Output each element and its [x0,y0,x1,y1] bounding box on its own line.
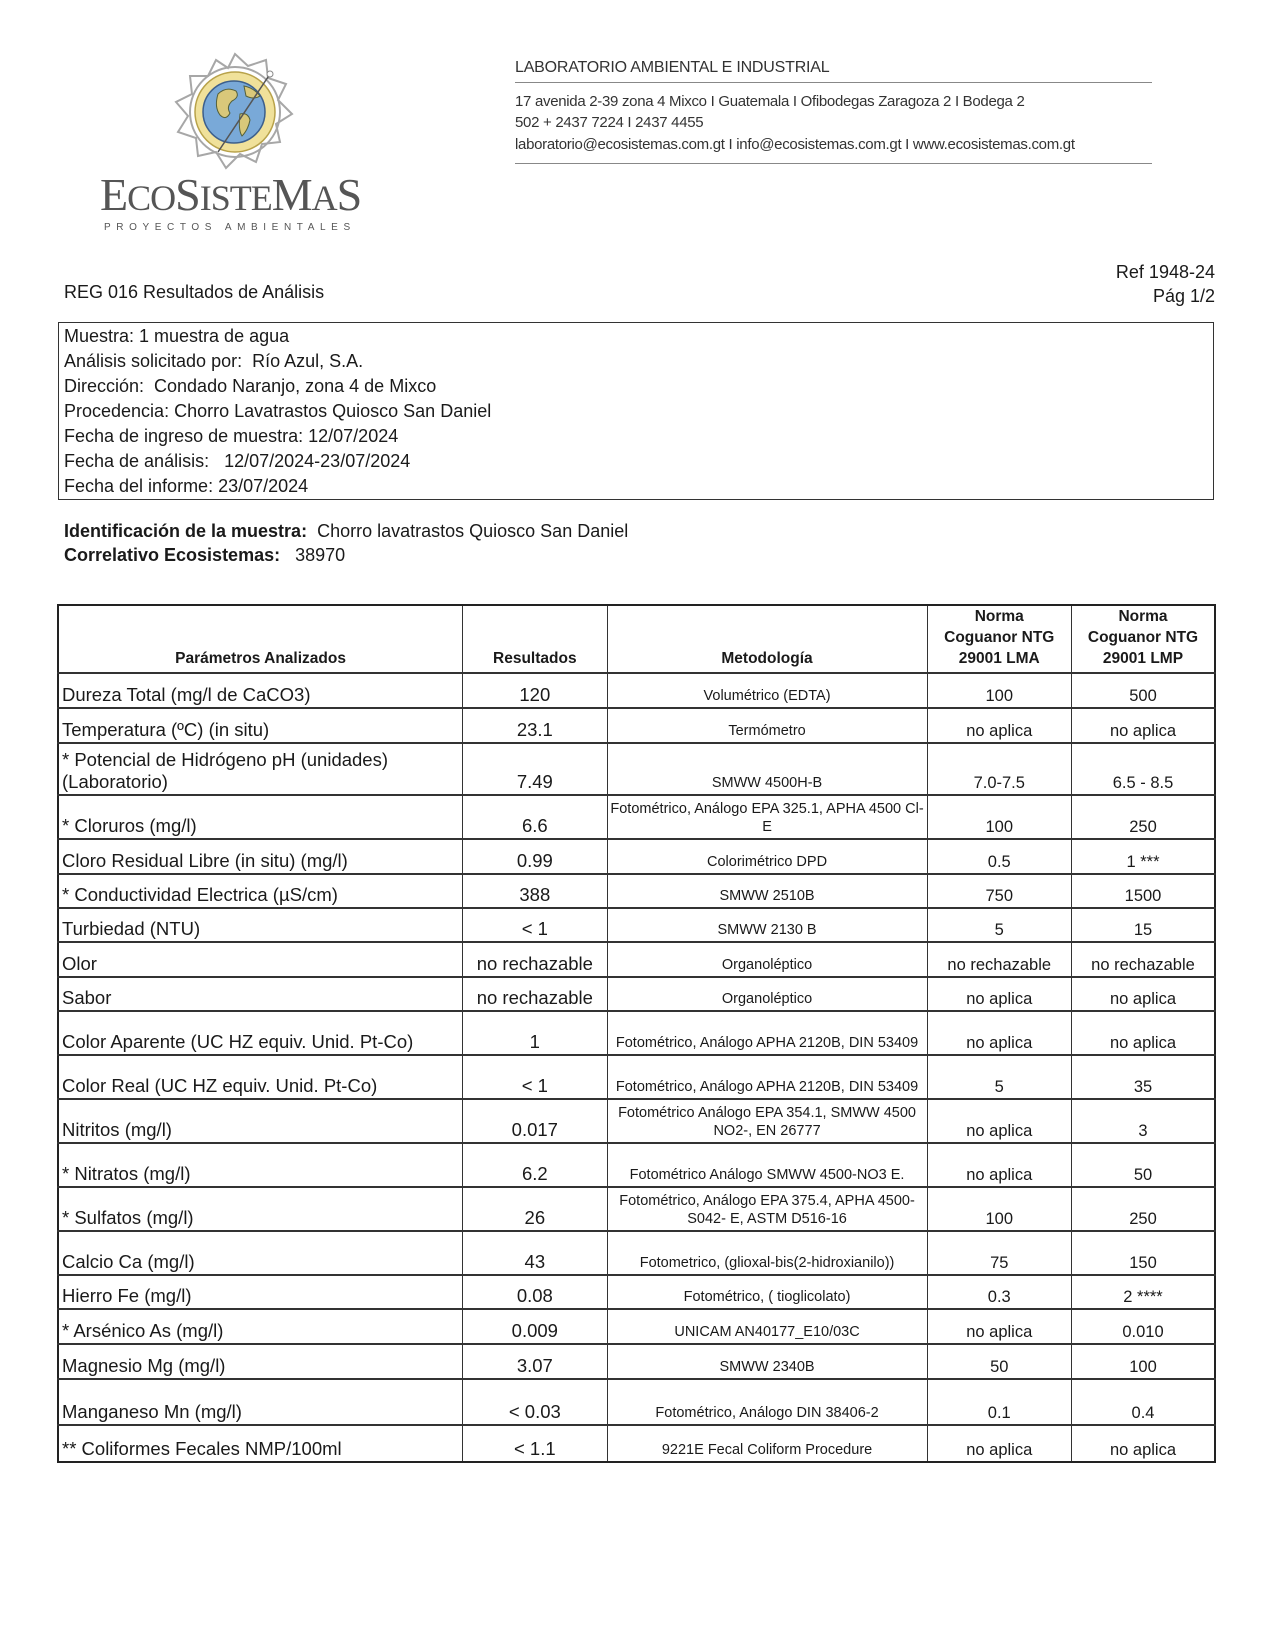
lmp-cell: 250 [1072,1187,1216,1231]
result-cell: < 0.03 [463,1379,607,1425]
lmp-cell: 50 [1072,1143,1216,1187]
lmp-cell: no aplica [1072,1425,1216,1462]
info-report-date: Fecha del informe: 23/07/2024 [64,476,309,496]
info-origin: Procedencia: Chorro Lavatrastos Quiosco San Daniel [64,401,492,421]
result-cell: < 1.1 [463,1425,607,1462]
lma-cell: no aplica [927,1011,1071,1055]
param-cell: Dureza Total (mg/l de CaCO3) [58,673,463,708]
method-cell: Colorimétrico DPD [607,839,927,874]
sample-id-label: Identificación de la muestra: [64,521,308,541]
result-cell: no rechazable [463,942,607,977]
table-row [58,942,1215,977]
method-cell: Fotométrico, Análogo APHA 2120B, DIN 53409 [607,1011,927,1055]
method-cell: Fotométrico, Análogo EPA 325.1, APHA 4500 Cl- E [607,795,927,839]
result-cell: 0.99 [463,839,607,874]
result-cell: 388 [463,874,607,908]
method-cell: SMWW 2510B [607,874,927,908]
lma-cell: no rechazable [927,942,1071,977]
lmp-cell: no aplica [1072,1011,1216,1055]
header-result: Resultados [463,605,607,673]
method-cell: Organoléptico [607,942,927,977]
table-row [58,1425,1215,1462]
method-cell: Fotométrico Análogo SMWW 4500-NO3 E. [607,1143,927,1187]
table-row [58,1011,1215,1055]
table-header-row [58,605,1215,673]
lma-cell: 0.1 [927,1379,1071,1425]
method-cell: Fotométrico, Análogo DIN 38406-2 [607,1379,927,1425]
param-cell: * Cloruros (mg/l) [58,795,463,839]
lmp-cell: no rechazable [1072,942,1216,977]
table-row [58,1379,1215,1425]
lmp-cell: 0.010 [1072,1309,1216,1344]
result-cell: no rechazable [463,977,607,1011]
correlative-value: 38970 [295,545,346,565]
lmp-cell: 3 [1072,1099,1216,1143]
lma-cell: 5 [927,908,1071,942]
table-row [58,1055,1215,1099]
lmp-cell: 1500 [1072,874,1216,908]
lma-cell: 100 [927,673,1071,708]
lma-cell: 5 [927,1055,1071,1099]
lma-cell: 100 [927,795,1071,839]
param-cell: * Sulfatos (mg/l) [58,1187,463,1231]
info-analysis-date: Fecha de análisis: 12/07/2024-23/07/2024 [64,451,411,471]
header-divider-bottom [515,163,1152,164]
table-row [58,1187,1215,1231]
table-row [58,977,1215,1011]
header-lma-line3: 29001 LMA [958,650,1040,667]
result-cell: 26 [463,1187,607,1231]
result-cell: 120 [463,673,607,708]
lab-address: 17 avenida 2-39 zona 4 Mixco I Guatemala I Ofibodegas Zaragoza 2 I Bodega 2 [515,93,1025,110]
lma-cell: no aplica [927,1309,1071,1344]
method-cell: Fotométrico, ( tioglicolato) [607,1275,927,1309]
param-cell: Temperatura (ºC) (in situ) [58,708,463,743]
method-cell: Fotométrico, Análogo APHA 2120B, DIN 53409 [607,1055,927,1099]
param-cell: * Arsénico As (mg/l) [58,1309,463,1344]
lab-contacts: laboratorio@ecosistemas.com.gt I info@ecosistemas.com.gt I www.ecosistemas.com.gt [515,136,1075,153]
table-row [58,673,1215,708]
sample-id-value: Chorro lavatrastos Quiosco San Daniel [317,521,629,541]
param-cell: Color Aparente (UC HZ equiv. Unid. Pt-Co) [58,1011,463,1055]
lmp-cell: 15 [1072,908,1216,942]
table-row [58,1143,1215,1187]
lma-cell: 100 [927,1187,1071,1231]
lma-cell: no aplica [927,1143,1071,1187]
table-row [58,1275,1215,1309]
lma-cell: 7.0-7.5 [927,743,1071,795]
lmp-cell: 6.5 - 8.5 [1072,743,1216,795]
info-address: Dirección: Condado Naranjo, zona 4 de Mixco [64,376,437,396]
info-sample: Muestra: 1 muestra de agua [64,326,290,346]
lmp-cell: no aplica [1072,977,1216,1011]
correlative-label: Correlativo Ecosistemas: [64,545,281,565]
lmp-cell: 250 [1072,795,1216,839]
lma-cell: 0.3 [927,1275,1071,1309]
param-cell: Cloro Residual Libre (in situ) (mg/l) [58,839,463,874]
lmp-cell: 2 **** [1072,1275,1216,1309]
result-cell: 6.6 [463,795,607,839]
param-cell: * Conductividad Electrica (µS/cm) [58,874,463,908]
param-cell: Calcio Ca (mg/l) [58,1231,463,1275]
result-cell: 7.49 [463,743,607,795]
result-cell: 6.2 [463,1143,607,1187]
table-row [58,1309,1215,1344]
report-reg: REG 016 Resultados de Análisis [64,282,325,302]
sample-identification [64,521,628,542]
correlative [64,545,345,566]
lab-phones: 502 + 2437 7224 I 2437 4455 [515,114,704,131]
header-lmp-line3: 29001 LMP [1102,650,1184,667]
lma-cell: no aplica [927,1425,1071,1462]
header-lma-line1: Norma [974,608,1024,625]
param-cell: Manganeso Mn (mg/l) [58,1379,463,1425]
param-cell: * Potencial de Hidrógeno pH (unidades) (Laboratorio) [58,743,463,795]
lma-cell: no aplica [927,977,1071,1011]
sample-info-box [58,322,1214,500]
result-cell: < 1 [463,908,607,942]
table-row [58,908,1215,942]
method-cell: 9221E Fecal Coliform Procedure [607,1425,927,1462]
report-page: Pág 1/2 [1152,286,1215,306]
param-cell: Hierro Fe (mg/l) [58,1275,463,1309]
method-cell: Fotométrico Análogo EPA 354.1, SMWW 4500 NO2-, EN 26777 [607,1099,927,1143]
method-cell: SMWW 2340B [607,1344,927,1379]
report-ref: Ref 1948-24 [1115,262,1215,282]
param-cell: * Nitratos (mg/l) [58,1143,463,1187]
header-lma [927,605,1071,673]
result-cell: 0.009 [463,1309,607,1344]
lma-cell: no aplica [927,1099,1071,1143]
header-lma-line2: Coguanor NTG [944,629,1055,646]
info-requested-by: Análisis solicitado por: Río Azul, S.A. [64,351,364,371]
company-logo [100,52,380,242]
lmp-cell: 100 [1072,1344,1216,1379]
lmp-cell: 500 [1072,673,1216,708]
lma-cell: 750 [927,874,1071,908]
lmp-cell: no aplica [1072,708,1216,743]
param-cell: Nitritos (mg/l) [58,1099,463,1143]
param-cell: Magnesio Mg (mg/l) [58,1344,463,1379]
result-cell: 23.1 [463,708,607,743]
param-cell: Color Real (UC HZ equiv. Unid. Pt-Co) [58,1055,463,1099]
result-cell: 0.08 [463,1275,607,1309]
table-row [58,1344,1215,1379]
header-method: Metodología [607,605,927,673]
lma-cell: 0.5 [927,839,1071,874]
result-cell: 1 [463,1011,607,1055]
table-row [58,1231,1215,1275]
lmp-cell: 1 *** [1072,839,1216,874]
result-cell: 3.07 [463,1344,607,1379]
lma-cell: 50 [927,1344,1071,1379]
table-row [58,1099,1215,1143]
result-cell: 43 [463,1231,607,1275]
param-cell: ** Coliformes Fecales NMP/100ml [58,1425,463,1462]
method-cell: SMWW 4500H-B [607,743,927,795]
header-divider [515,82,1152,83]
result-cell: < 1 [463,1055,607,1099]
method-cell: Organoléptico [607,977,927,1011]
header-lmp-line1: Norma [1118,608,1168,625]
param-cell: Turbiedad (NTU) [58,908,463,942]
table-row [58,795,1215,839]
lmp-cell: 0.4 [1072,1379,1216,1425]
method-cell: Termómetro [607,708,927,743]
lma-cell: no aplica [927,708,1071,743]
table-row [58,874,1215,908]
header-lmp-line2: Coguanor NTG [1087,629,1199,646]
lab-title: LABORATORIO AMBIENTAL E INDUSTRIAL [515,59,830,76]
brand-name: ECOSISTEMAS [100,169,362,220]
results-body [58,673,1215,1462]
globe-gear-icon [160,52,310,172]
header-lmp [1072,605,1216,673]
method-cell: Volumétrico (EDTA) [607,673,927,708]
results-table [57,604,1216,1463]
table-row [58,839,1215,874]
info-intake-date: Fecha de ingreso de muestra: 12/07/2024 [64,426,399,446]
method-cell: SMWW 2130 B [607,908,927,942]
result-cell: 0.017 [463,1099,607,1143]
lma-cell: 75 [927,1231,1071,1275]
table-row [58,743,1215,795]
lmp-cell: 150 [1072,1231,1216,1275]
brand-tagline: PROYECTOS AMBIENTALES [104,222,356,233]
header-param: Parámetros Analizados [58,605,463,673]
method-cell: UNICAM AN40177_E10/03C [607,1309,927,1344]
param-cell: Sabor [58,977,463,1011]
param-cell: Olor [58,942,463,977]
lmp-cell: 35 [1072,1055,1216,1099]
method-cell: Fotométrico, Análogo EPA 375.4, APHA 4500-S042- E, ASTM D516-16 [607,1187,927,1231]
table-row [58,708,1215,743]
method-cell: Fotometrico, (glioxal-bis(2-hidroxianilo)) [607,1231,927,1275]
